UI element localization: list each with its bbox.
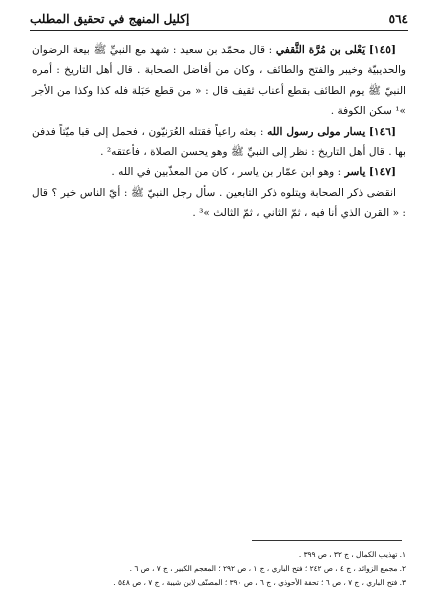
entry-text-line: : وهو ابن عمّار بن ياسر ، كان من المعذّبين في الله . <box>111 166 342 179</box>
running-title: إكليل المنهج في تحقيق المطلب <box>30 12 190 26</box>
entry-145 <box>32 40 406 122</box>
closing-text-line: أنا فيه ، ثمّ الثاني ، ثمّ الثالث »³ . <box>192 207 338 220</box>
entry-text-line: التاريخ : نظر إلى النبيِّ ﷺ وهو يحسن الصلاة ، فأعتقه² . <box>100 146 346 159</box>
page-number: ٥٦٤ <box>388 12 408 26</box>
closing-text-line: انقضى ذكر الصحابة ويتلوه ذكر التابعين . سأل رجل النبيّ ﷺ : أيّ الناس خير ؟ قال : « القرن الذي <box>32 186 406 220</box>
footnote: ٣. فتح الباري ، ج ٧ ، ص ٦ ؛ تحفة الأحوذي ، ج ٦ ، ص ٣٩٠ ؛ المصنّف لابن شيبة ، ج ٧ ، ص ٥٤٨ . <box>113 577 406 587</box>
footnote-divider <box>252 540 402 541</box>
entry-number: [١٤٦] <box>368 125 396 138</box>
footnote: ١. تهذيب الكمال ، ج ٣٢ ، ص ٣٩٩ . <box>298 550 406 559</box>
entry-146 <box>32 122 406 163</box>
body-text <box>32 40 406 224</box>
closing-paragraph <box>32 183 406 224</box>
entry-name: يسار مولى رسول الله <box>267 125 366 138</box>
entry-text-line: ثقيف قال : « من قطع حَبَلة فله كذا وكذا من الأجر »¹ سكن الكوفة . <box>32 84 406 118</box>
footnotes <box>34 548 406 589</box>
page-header <box>30 10 408 31</box>
entry-name: ياسر <box>344 166 366 179</box>
entry-number: [١٤٥] <box>368 44 396 56</box>
entry-name: يَعْلى بن مُرَّة الثَّقفي <box>275 44 366 56</box>
entry-text-line: : بعثه راعياً فقتله العُرَنيّون ، فحمل إلى قبا ميّتاً فدفن بها . قال أهل <box>32 125 406 159</box>
footnote: ٢. مجمع الزوائد ، ج ٤ ، ص ٢٤٢ ؛ فتح الباري ، ج ١ ، ص ٢٩٢ ؛ المعجم الكبير ، ج ٧ ، ص ٦ . <box>129 563 406 573</box>
entry-number: [١٤٧] <box>368 166 396 179</box>
entry-147 <box>32 162 406 182</box>
entry-text-line: والفتح والطائف ، وكان من أفاضل الصحابة . قال أهل التاريخ : أمره النبيّ ﷺ يوم الطائف بقطع أعناب <box>32 64 407 97</box>
entry-text-line: : قال محمّد بن سعيد : شهد مع النبيِّ ﷺ بيعة الرضوان والحديبيّة وخيبر <box>32 44 407 77</box>
